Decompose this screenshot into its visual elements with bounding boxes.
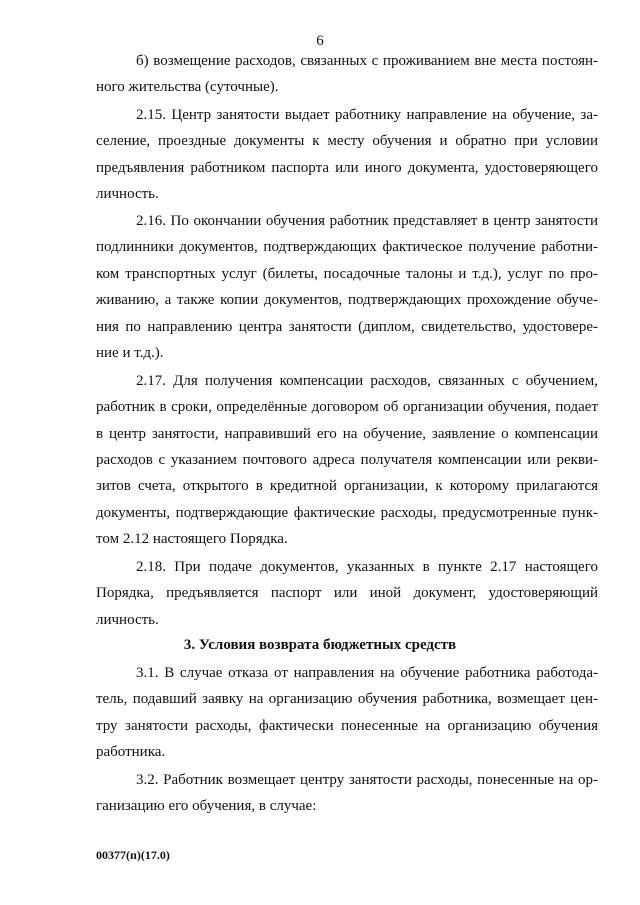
paragraph-line: ком транспортных услуг (билеты, посадочные талоны и т.д.), услуг по про- <box>96 266 598 282</box>
paragraph-line: документы, подтверждающие фактические расходы, предусмотренные пунк- <box>96 505 598 521</box>
paragraph-line: расходов с указанием почтового адреса получателя компенсации или рекви- <box>96 452 598 468</box>
paragraph-line: 2.18. При подаче документов, указанных в пункте 2.17 настоящего <box>136 559 598 575</box>
paragraph-line: 2.17. Для получения компенсации расходов, связанных с обучением, <box>136 373 598 389</box>
paragraph-line: тель, подавший заявку на организацию обучения работника, возмещает цен- <box>96 691 598 707</box>
paragraph-line: работника. <box>96 744 166 760</box>
paragraph-line: ния по направлению центра занятости (диплом, свидетельство, удостовере- <box>96 319 598 335</box>
paragraph-line: 2.15. Центр занятости выдает работнику направление на обучение, за- <box>136 107 598 123</box>
paragraph-line: живанию, а также копии документов, подтверждающих прохождение обуче- <box>96 292 598 308</box>
paragraph-line: ние и т.д.). <box>96 345 164 361</box>
paragraph-line: 3.2. Работник возмещает центру занятости расходы, понесенные на ор- <box>136 772 598 788</box>
paragraph-line: зитов счета, открытого в кредитной организации, к которому прилагаются <box>96 478 598 494</box>
paragraph-line: ного жительства (суточные). <box>96 79 279 95</box>
paragraph-line: работник в сроки, определённые договором об организации обучения, подает <box>96 399 598 415</box>
paragraph-line: 3.1. В случае отказа от направления на обучение работника работода- <box>136 665 598 681</box>
paragraph-line: ганизацию его обучения, в случае: <box>96 798 317 814</box>
paragraph-line: личность. <box>96 186 159 202</box>
document-code: 00377(п)(17.0) <box>96 848 170 862</box>
paragraph-line: 2.16. По окончании обучения работник представляет в центр занятости <box>136 213 598 229</box>
paragraph-line: в центр занятости, направивший его на обучение, заявление о компенсации <box>96 426 598 442</box>
paragraph-line: селение, проездные документы к месту обучения и обратно при условии <box>96 133 598 149</box>
section-heading: 3. Условия возврата бюджетных средств <box>183 637 457 653</box>
paragraph-line: подлинники документов, подтверждающих фактическое получение работни- <box>96 239 598 255</box>
page-number: 6 <box>316 33 324 49</box>
paragraph-line: личность. <box>96 612 159 628</box>
paragraph-line: б) возмещение расходов, связанных с проживанием вне места постоян- <box>136 53 598 69</box>
paragraph-line: том 2.12 настоящего Порядка. <box>96 531 288 547</box>
paragraph-line: тру занятости расходы, фактически понесенные на организацию обучения <box>96 718 598 734</box>
paragraph-line: предъявления работником паспорта или иного документа, удостоверяющего <box>96 160 598 176</box>
paragraph-line: Порядка, предъявляется паспорт или иной документ, удостоверяющий <box>96 585 598 601</box>
